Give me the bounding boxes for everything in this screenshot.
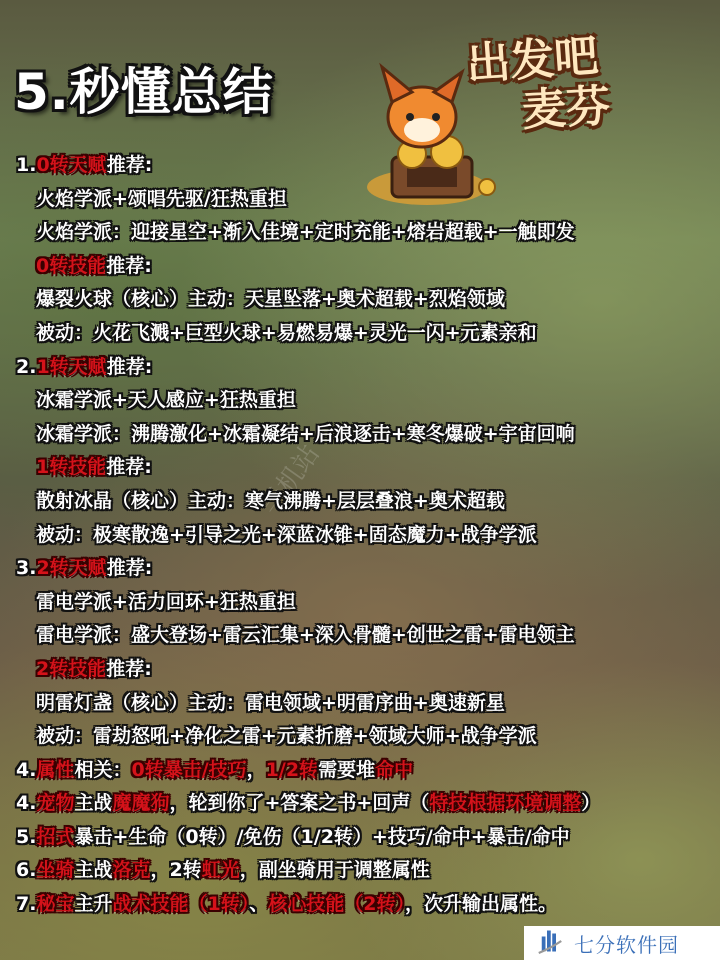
body-text: 2. <box>16 355 37 378</box>
body-text: ， <box>246 758 266 781</box>
body-text: 需要堆 <box>318 758 376 781</box>
highlight-text: 1转技能 <box>36 456 107 479</box>
body-text: 雷电学派：盛大登场+雷云汇集+深入骨髓+创世之雷+雷电领主 <box>36 624 575 647</box>
summary-line <box>0 284 720 318</box>
highlight-text: 战术技能（1转） <box>112 893 250 916</box>
body-text: ，轮到你了+答案之书+回声（ <box>169 792 430 815</box>
body-text: 冰霜学派：沸腾激化+冰霜凝结+后浪逐击+寒冬爆破+宇宙回响 <box>36 422 575 445</box>
body-text: ） <box>581 792 601 815</box>
body-text: 散射冰晶（核心）主动：寒气沸腾+层层叠浪+奥术超载 <box>36 489 505 512</box>
body-text: 6. <box>16 859 37 882</box>
building-logo-icon <box>536 926 564 960</box>
body-text: 、 <box>249 893 269 916</box>
body-text: 火焰学派+颂唱先驱/狂热重担 <box>36 187 287 210</box>
game-logo <box>464 18 706 137</box>
highlight-text: 宠物 <box>36 792 75 815</box>
highlight-text: 2转天赋 <box>36 557 107 580</box>
summary-line <box>0 184 720 218</box>
highlight-text: 0转天赋 <box>36 154 107 176</box>
summary-line <box>0 855 720 889</box>
body-text: 主战 <box>74 792 113 815</box>
summary-line <box>0 251 720 285</box>
highlight-text: 2转技能 <box>36 657 107 680</box>
summary-line <box>0 486 720 520</box>
summary-line <box>0 318 720 352</box>
body-text: 主升 <box>74 893 113 916</box>
summary-line <box>0 150 720 184</box>
summary-text-block <box>0 150 720 923</box>
highlight-text: 特技根据环境调整 <box>429 792 582 815</box>
highlight-text: 命中 <box>375 758 414 781</box>
body-text: ，2转 <box>150 859 202 882</box>
body-text: 被动：极寒散逸+引导之光+深蓝冰锥+固态魔力+战争学派 <box>36 523 537 546</box>
watermark-overlay: 手机站 <box>256 439 326 521</box>
body-text: 相关： <box>74 758 132 781</box>
highlight-text: 招式 <box>36 825 75 848</box>
highlight-text: 1转天赋 <box>36 355 107 378</box>
body-text: 5. <box>16 825 37 848</box>
body-text: ，副坐骑用于调整属性 <box>239 859 430 882</box>
body-text: 爆裂火球（核心）主动：天星坠落+奥术超载+烈焰领域 <box>36 288 505 311</box>
summary-line <box>0 688 720 722</box>
summary-line <box>0 452 720 486</box>
summary-line <box>0 520 720 554</box>
body-text: 暴击+生命（0转）/免伤（1/2转）+技巧/命中+暴击/命中 <box>74 825 570 848</box>
summary-line <box>0 822 720 856</box>
summary-line <box>0 755 720 789</box>
body-text: 推荐: <box>106 355 153 378</box>
body-text: 3. <box>16 557 37 580</box>
body-text: ，次升输出属性。 <box>404 893 557 916</box>
summary-line <box>0 889 720 923</box>
watermark-brand: 七分软件园 <box>574 932 679 957</box>
body-text: 雷电学派+活力回环+狂热重担 <box>36 590 296 613</box>
body-text: 推荐: <box>106 557 153 580</box>
body-text: 4. <box>16 758 37 781</box>
highlight-text: 魔魔狗 <box>112 792 170 815</box>
summary-line <box>0 419 720 453</box>
summary-line <box>0 620 720 654</box>
summary-line <box>0 788 720 822</box>
body-text: 推荐: <box>106 456 152 479</box>
body-text: 火焰学派：迎接星空+渐入佳境+定时充能+熔岩超载+一触即发 <box>36 221 575 244</box>
body-text: 明雷灯盏（核心）主动：雷电领域+明雷序曲+奥速新星 <box>36 691 505 714</box>
highlight-text: 0转技能 <box>36 254 107 277</box>
summary-line <box>0 654 720 688</box>
summary-line <box>0 587 720 621</box>
highlight-text: 1/2转 <box>265 758 319 781</box>
body-text: 被动：火花飞溅+巨型火球+易燃易爆+灵光一闪+元素亲和 <box>36 321 537 344</box>
logo-line-2: 麦芬 <box>520 80 612 137</box>
highlight-text: 核心技能（2转） <box>268 893 405 916</box>
summary-line <box>0 385 720 419</box>
body-text: 主战 <box>74 859 113 882</box>
summary-line <box>0 217 720 251</box>
highlight-text: 秘宝 <box>36 893 75 916</box>
body-text: 冰霜学派+天人感应+狂热重担 <box>36 389 296 412</box>
highlight-text: 洛克 <box>112 859 151 882</box>
body-text: 4. <box>16 792 37 815</box>
logo-line-1: 出发吧 <box>464 30 600 91</box>
summary-line <box>0 352 720 386</box>
body-text: 被动：雷劫怒吼+净化之雷+元素折磨+领域大师+战争学派 <box>36 725 537 748</box>
body-text: 推荐: <box>106 154 153 176</box>
summary-line <box>0 553 720 587</box>
summary-line <box>0 721 720 755</box>
body-text: 1. <box>16 154 37 176</box>
watermark-badge <box>524 926 720 960</box>
page-title: 5.秒懂总结 <box>14 63 274 121</box>
highlight-text: 虹光 <box>201 859 240 882</box>
body-text: 7. <box>16 893 37 916</box>
body-text: 推荐: <box>106 254 152 277</box>
highlight-text: 属性 <box>36 758 75 781</box>
body-text: 推荐: <box>106 657 152 680</box>
highlight-text: 0转暴击/技巧 <box>131 758 247 781</box>
highlight-text: 坐骑 <box>36 859 75 882</box>
